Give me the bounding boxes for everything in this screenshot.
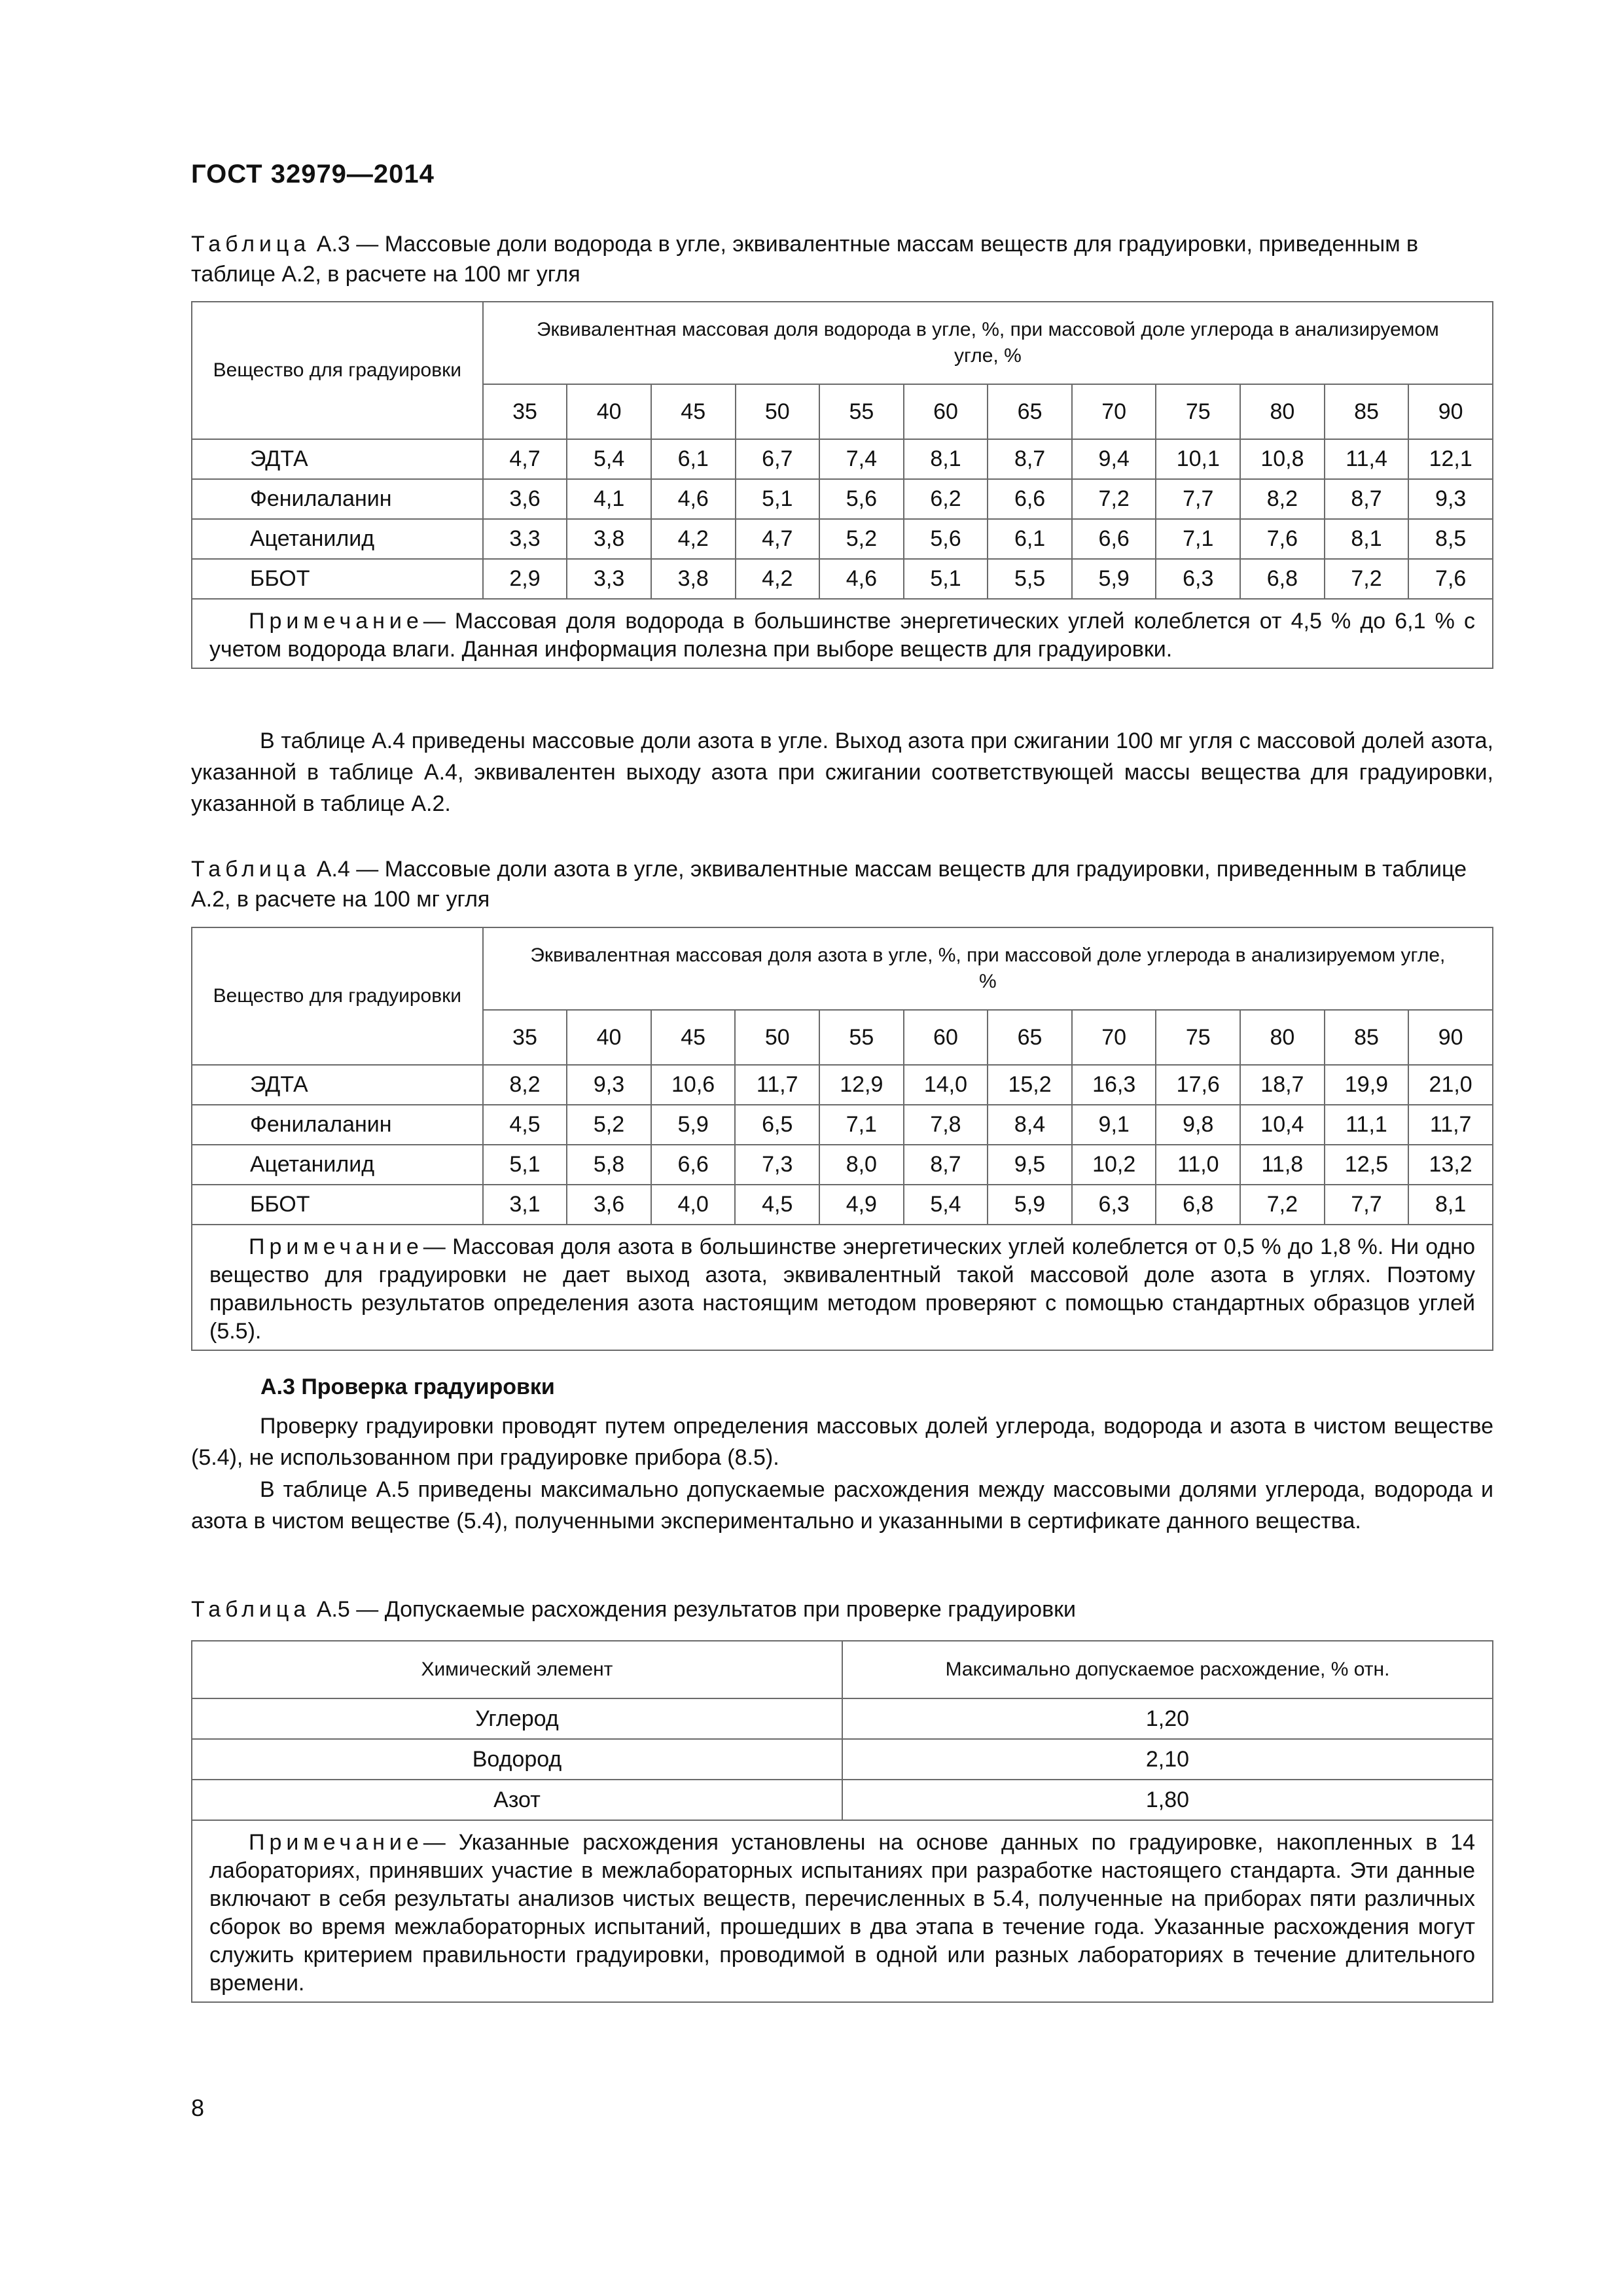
carbon-level-header: 65 (988, 384, 1072, 439)
carbon-level-header: 75 (1156, 384, 1240, 439)
table-row (192, 519, 1493, 559)
substance-name-cell: ЭДТА (192, 1065, 483, 1105)
value-cell: 7,6 (1240, 519, 1325, 559)
carbon-level-header: 45 (651, 1010, 736, 1065)
value-cell: 6,3 (1156, 559, 1240, 599)
value-cell: 5,1 (483, 1145, 567, 1185)
value-cell: 14,0 (904, 1065, 988, 1105)
max-deviation-cell: 1,20 (842, 1698, 1493, 1739)
value-cell: 12,1 (1408, 439, 1493, 479)
substance-name-cell: ББОТ (192, 1185, 483, 1225)
value-cell: 8,1 (1325, 519, 1409, 559)
value-cell: 8,7 (1325, 479, 1409, 519)
value-cell: 7,3 (735, 1145, 819, 1185)
value-cell: 3,1 (483, 1185, 567, 1225)
value-cell: 7,2 (1240, 1185, 1325, 1225)
carbon-level-header: 35 (483, 384, 567, 439)
value-cell: 8,4 (988, 1105, 1072, 1145)
table-a4-note (192, 1225, 1493, 1350)
value-cell: 21,0 (1408, 1065, 1493, 1105)
table-a4-caption (191, 854, 1493, 914)
value-cell: 6,2 (904, 479, 988, 519)
value-cell: 5,6 (904, 519, 988, 559)
value-cell: 8,1 (1408, 1185, 1493, 1225)
table-a4-group-header: Эквивалентная массовая доля азота в угле, %, при массовой доле углерода в анализируемом угле, % (483, 927, 1493, 1010)
value-cell: 3,6 (483, 479, 567, 519)
page-number: 8 (191, 2094, 205, 2121)
value-cell: 5,2 (819, 519, 904, 559)
substance-name-cell: ББОТ (192, 559, 483, 599)
carbon-level-header: 40 (567, 1010, 651, 1065)
substance-name-cell: Ацетанилид (192, 519, 483, 559)
value-cell: 7,7 (1156, 479, 1240, 519)
value-cell: 4,6 (819, 559, 904, 599)
value-cell: 10,4 (1240, 1105, 1325, 1145)
value-cell: 6,1 (988, 519, 1072, 559)
value-cell: 9,3 (1408, 479, 1493, 519)
value-cell: 9,4 (1072, 439, 1156, 479)
carbon-level-header: 60 (904, 1010, 988, 1065)
table-row (192, 1780, 1493, 1820)
carbon-level-header: 35 (483, 1010, 567, 1065)
value-cell: 4,7 (736, 519, 820, 559)
table-a3-substance-header: Вещество для градуировки (192, 302, 483, 439)
value-cell: 5,2 (567, 1105, 651, 1145)
value-cell: 11,1 (1325, 1105, 1409, 1145)
section-a3-paragraph-1: Проверку градуировки проводят путем определения массовых долей углерода, водорода и азота в чистом веществе (5.4), не использованном при градуировке прибора (8.5). (191, 1414, 1493, 1470)
value-cell: 6,6 (988, 479, 1072, 519)
substance-name-cell: Фенилаланин (192, 1105, 483, 1145)
value-cell: 12,5 (1325, 1145, 1409, 1185)
value-cell: 11,7 (1408, 1105, 1493, 1145)
carbon-level-header: 70 (1072, 1010, 1156, 1065)
value-cell: 5,1 (736, 479, 820, 519)
value-cell: 12,9 (819, 1065, 904, 1105)
table-a3-note-word: Примечание (249, 609, 423, 634)
value-cell: 5,6 (819, 479, 904, 519)
value-cell: 4,6 (651, 479, 736, 519)
value-cell: 8,7 (988, 439, 1072, 479)
table-a5-note-word: Примечание (249, 1830, 423, 1855)
value-cell: 7,1 (819, 1105, 904, 1145)
value-cell: 5,5 (988, 559, 1072, 599)
value-cell: 8,1 (904, 439, 988, 479)
table-a5-element-header: Химический элемент (192, 1641, 842, 1698)
value-cell: 3,3 (567, 559, 651, 599)
table-row (192, 1739, 1493, 1780)
table-a3-group-header: Эквивалентная массовая доля водорода в угле, %, при массовой доле углерода в анализируемом угле, % (483, 302, 1493, 384)
value-cell: 3,6 (567, 1185, 651, 1225)
value-cell: 10,8 (1240, 439, 1325, 479)
carbon-level-header: 70 (1072, 384, 1156, 439)
table-a3-caption-text: А.3 — Массовые доли водорода в угле, эквивалентные массам веществ для градуировки, приведенным в таблице А.2, в расчете на 100 мг угля (191, 232, 1419, 287)
table-a5-caption-text: А.5 — Допускаемые расхождения результатов при проверке градуировки (316, 1597, 1077, 1622)
carbon-level-header: 55 (819, 384, 904, 439)
carbon-level-header: 80 (1240, 1010, 1325, 1065)
value-cell: 6,7 (736, 439, 820, 479)
value-cell: 11,7 (735, 1065, 819, 1105)
element-name-cell: Азот (192, 1780, 842, 1820)
table-row (192, 1185, 1493, 1225)
table-a4-note-word: Примечание (249, 1234, 423, 1259)
value-cell: 9,3 (567, 1065, 651, 1105)
carbon-level-header: 55 (819, 1010, 904, 1065)
value-cell: 4,5 (483, 1105, 567, 1145)
value-cell: 4,1 (567, 479, 651, 519)
value-cell: 8,2 (1240, 479, 1325, 519)
table-a3 (191, 301, 1493, 669)
value-cell: 7,7 (1325, 1185, 1409, 1225)
value-cell: 11,8 (1240, 1145, 1325, 1185)
value-cell: 15,2 (988, 1065, 1072, 1105)
table-a4-note-text: — Массовая доля азота в большинстве энергетических углей колеблется от 0,5 % до 1,8 %. Ни одно вещество для градуировки не дает выход азота, эквивалентный такой массовой доле азота в углях. Поэтому правильность результатов определения азота настоящим методом проверяют с помощью стандартных образцов углей (5.5). (209, 1234, 1475, 1344)
value-cell: 6,3 (1072, 1185, 1156, 1225)
value-cell: 6,1 (651, 439, 736, 479)
carbon-level-header: 50 (736, 384, 820, 439)
value-cell: 6,8 (1156, 1185, 1240, 1225)
value-cell: 7,2 (1325, 559, 1409, 599)
table-a4 (191, 927, 1493, 1351)
value-cell: 4,7 (483, 439, 567, 479)
carbon-level-header: 65 (988, 1010, 1072, 1065)
value-cell: 9,8 (1156, 1105, 1240, 1145)
value-cell: 4,2 (736, 559, 820, 599)
value-cell: 3,8 (651, 559, 736, 599)
value-cell: 7,4 (819, 439, 904, 479)
table-a5 (191, 1640, 1493, 2003)
value-cell: 8,0 (819, 1145, 904, 1185)
max-deviation-cell: 1,80 (842, 1780, 1493, 1820)
carbon-level-header: 75 (1156, 1010, 1240, 1065)
value-cell: 8,2 (483, 1065, 567, 1105)
value-cell: 16,3 (1072, 1065, 1156, 1105)
value-cell: 9,1 (1072, 1105, 1156, 1145)
max-deviation-cell: 2,10 (842, 1739, 1493, 1780)
value-cell: 4,0 (651, 1185, 736, 1225)
carbon-level-header: 85 (1325, 384, 1409, 439)
value-cell: 6,8 (1240, 559, 1325, 599)
carbon-level-header: 60 (904, 384, 988, 439)
value-cell: 8,7 (904, 1145, 988, 1185)
value-cell: 10,6 (651, 1065, 736, 1105)
table-a5-note (192, 1820, 1493, 2002)
value-cell: 9,5 (988, 1145, 1072, 1185)
value-cell: 3,3 (483, 519, 567, 559)
table-a5-caption-word: Таблица (191, 1597, 311, 1622)
value-cell: 4,9 (819, 1185, 904, 1225)
value-cell: 5,9 (988, 1185, 1072, 1225)
section-a3-title: А.3 Проверка градуировки (260, 1374, 555, 1399)
carbon-level-header: 80 (1240, 384, 1325, 439)
table-a3-note (192, 599, 1493, 668)
substance-name-cell: Ацетанилид (192, 1145, 483, 1185)
paragraph-table-a4-intro: В таблице А.4 приведены массовые доли азота в угле. Выход азота при сжигании 100 мг угля с массовой долей азота, указанной в таблице А.4, эквивалентен выходу азота при сжигании соответствующей массы вещества для градуировки, указанной в таблице А.2. (191, 728, 1493, 816)
value-cell: 11,4 (1325, 439, 1409, 479)
carbon-level-header: 50 (735, 1010, 819, 1065)
table-a4-caption-text: А.4 — Массовые доли азота в угле, эквивалентные массам веществ для градуировки, приведенным в таблице А.2, в расчете на 100 мг угля (191, 857, 1467, 912)
value-cell: 7,8 (904, 1105, 988, 1145)
value-cell: 10,1 (1156, 439, 1240, 479)
value-cell: 5,9 (1072, 559, 1156, 599)
value-cell: 11,0 (1156, 1145, 1240, 1185)
table-a5-max-header: Максимально допускаемое расхождение, % отн. (842, 1641, 1493, 1698)
value-cell: 6,6 (651, 1145, 736, 1185)
substance-name-cell: Фенилаланин (192, 479, 483, 519)
value-cell: 19,9 (1325, 1065, 1409, 1105)
table-row (192, 559, 1493, 599)
value-cell: 5,8 (567, 1145, 651, 1185)
value-cell: 17,6 (1156, 1065, 1240, 1105)
value-cell: 4,2 (651, 519, 736, 559)
table-a4-substance-header: Вещество для градуировки (192, 927, 483, 1065)
value-cell: 4,5 (735, 1185, 819, 1225)
value-cell: 3,8 (567, 519, 651, 559)
table-row (192, 1145, 1493, 1185)
value-cell: 7,6 (1408, 559, 1493, 599)
table-a4-caption-word: Таблица (191, 857, 311, 882)
value-cell: 8,5 (1408, 519, 1493, 559)
document-code: ГОСТ 32979—2014 (191, 160, 435, 188)
value-cell: 10,2 (1072, 1145, 1156, 1185)
carbon-level-header: 45 (651, 384, 736, 439)
table-a3-caption (191, 229, 1493, 289)
carbon-level-header: 90 (1408, 384, 1493, 439)
table-row (192, 1105, 1493, 1145)
value-cell: 18,7 (1240, 1065, 1325, 1105)
table-a3-caption-word: Таблица (191, 232, 311, 257)
table-row (192, 439, 1493, 479)
carbon-level-header: 40 (567, 384, 651, 439)
substance-name-cell: ЭДТА (192, 439, 483, 479)
element-name-cell: Углерод (192, 1698, 842, 1739)
value-cell: 5,1 (904, 559, 988, 599)
carbon-level-header: 85 (1325, 1010, 1409, 1065)
value-cell: 13,2 (1408, 1145, 1493, 1185)
carbon-level-header: 90 (1408, 1010, 1493, 1065)
table-a5-caption (191, 1594, 1493, 1624)
element-name-cell: Водород (192, 1739, 842, 1780)
value-cell: 5,4 (904, 1185, 988, 1225)
table-row (192, 1065, 1493, 1105)
table-row (192, 1698, 1493, 1739)
value-cell: 6,5 (735, 1105, 819, 1145)
value-cell: 7,2 (1072, 479, 1156, 519)
table-a5-note-text: — Указанные расхождения установлены на основе данных по градуировке, накопленных в 14 лабораториях, принявших участие в межлабораторных испытаниях при разработке настоящего стандарта. Эти данные включают в себя результаты анализов чистых веществ, перечисленных в 5.4, полученные на приборах пяти различных сборок во время межлабораторных испытаний, прошедших в два этапа в течение года. Указанные расхождения могут служить критерием правильности градуировки, проводимой в одной или разных лабораториях в течение длительного времени. (209, 1830, 1475, 1996)
value-cell: 7,1 (1156, 519, 1240, 559)
value-cell: 2,9 (483, 559, 567, 599)
value-cell: 5,4 (567, 439, 651, 479)
value-cell: 5,9 (651, 1105, 736, 1145)
table-row (192, 479, 1493, 519)
value-cell: 6,6 (1072, 519, 1156, 559)
section-a3-paragraph-2: В таблице А.5 приведены максимально допускаемые расхождения между массовыми долями углерода, водорода и азота в чистом веществе (5.4), полученными экспериментально и указанными в сертификате данного вещества. (191, 1477, 1493, 1534)
table-a3-note-text: — Массовая доля водорода в большинстве энергетических углей колеблется от 4,5 % до 6,1 % с учетом водорода влаги. Данная информация полезна при выборе веществ для градуировки. (209, 609, 1475, 662)
